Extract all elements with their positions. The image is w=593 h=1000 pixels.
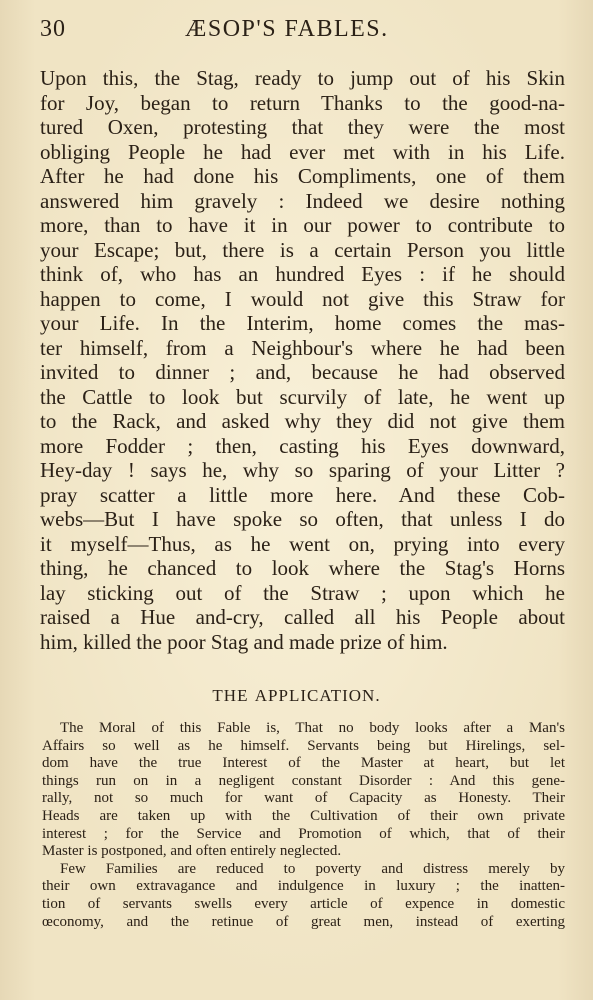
- application-line: rally, not so much for want of Capacity as Honesty. Their: [42, 790, 565, 807]
- application-line: their own extravagance and indulgence in luxury ; the inatten-: [42, 878, 565, 895]
- fable-line: think of, who has an hundred Eyes : if he should: [40, 262, 565, 286]
- fable-line: your Life. In the Interim, home comes the mas-: [40, 311, 565, 335]
- fable-line: him, killed the poor Stag and made prize of him.: [40, 629, 448, 654]
- fable-line: tured Oxen, protesting that they were the most: [40, 115, 565, 139]
- application-text: [42, 720, 565, 931]
- fable-line: more Fodder ; then, casting his Eyes downward,: [40, 433, 565, 458]
- fable-line: your Escape; but, there is a certain Person you little: [40, 237, 565, 262]
- fable-line: it myself—Thus, as he went on, prying into every: [40, 531, 565, 556]
- fable-line: Upon this, the Stag, ready to jump out of his Skin: [40, 66, 565, 90]
- application-heading: THE APPLICATION.: [212, 686, 381, 705]
- application-line: things run on in a negligent constant Disorder : And this gene-: [42, 772, 565, 789]
- fable-line: ter himself, from a Neighbour's where he had been: [40, 335, 565, 360]
- application-line: Master is postponed, and often entirely neglected.: [42, 843, 342, 860]
- fable-line: invited to dinner ; and, because he had observed: [40, 360, 565, 384]
- application-line: Few Families are reduced to poverty and distress merely by: [60, 860, 565, 877]
- fable-line: raised a Hue and-cry, called all his People about: [40, 605, 565, 629]
- application-line: Affairs so well as he himself. Servants being but Hirelings, sel-: [42, 737, 565, 754]
- application-line: The Moral of this Fable is, That no body looks after a Man's: [60, 720, 565, 736]
- fable-line: answered him gravely : Indeed we desire nothing: [40, 188, 565, 213]
- fable-line: to the Rack, and asked why they did not give them: [40, 409, 565, 433]
- page-header: [40, 16, 567, 48]
- application-line: dom have the true Interest of the Master at heart, but let: [42, 755, 565, 772]
- fable-line: for Joy, began to return Thanks to the good-na-: [40, 90, 565, 115]
- page-number: 30: [40, 16, 66, 42]
- fable-line: the Cattle to look but scurvily of late, he went up: [40, 384, 565, 409]
- application-line: Heads are taken up with the Cultivation of their own private: [42, 807, 565, 824]
- fable-text: [40, 66, 565, 654]
- application-line: œconomy, and the retinue of great men, instead of exerting: [42, 913, 565, 930]
- fable-line: thing, he chanced to look where the Stag's Horns: [40, 556, 565, 580]
- fable-line: obliging People he had ever met with in his Life.: [40, 139, 565, 164]
- application-line: interest ; for the Service and Promotion of which, that of their: [42, 825, 565, 842]
- running-title: ÆSOP'S FABLES.: [185, 16, 389, 42]
- fable-line: happen to come, I would not give this Straw for: [40, 286, 565, 311]
- fable-line: lay sticking out of the Straw ; upon which he: [40, 580, 565, 605]
- fable-line: After he had done his Compliments, one of them: [40, 164, 565, 188]
- fable-line: Hey-day ! says he, why so sparing of your Litter ?: [40, 458, 565, 482]
- fable-line: webs—But I have spoke so often, that unless I do: [40, 507, 565, 531]
- fable-line: more, than to have it in our power to contribute to: [40, 213, 565, 237]
- application-line: tion of servants swells every article of expence in domestic: [42, 895, 565, 912]
- fable-line: pray scatter a little more here. And these Cob-: [40, 482, 565, 507]
